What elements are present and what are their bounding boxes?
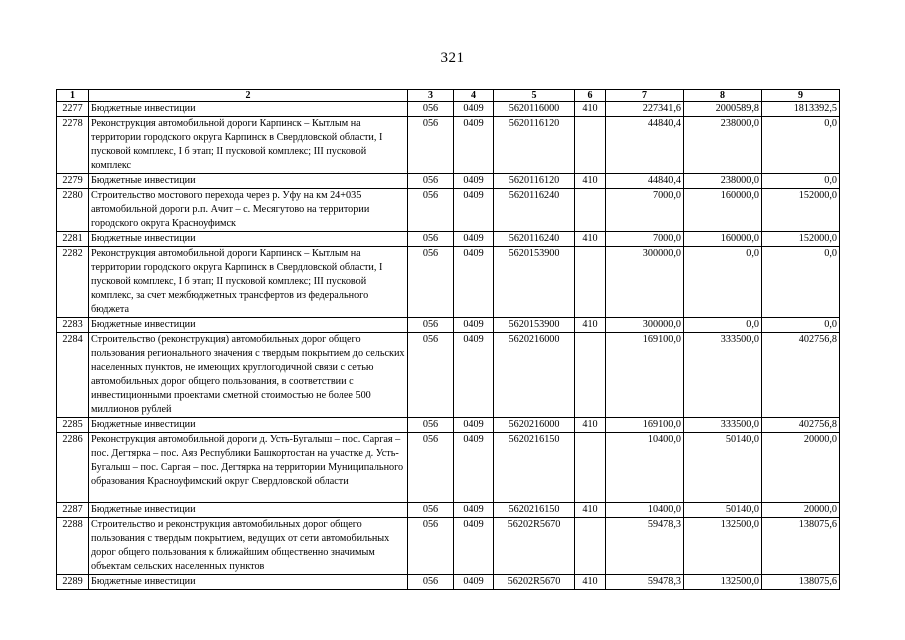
table-body [57, 102, 840, 590]
expense-type-code [575, 117, 606, 174]
amount-col8: 50140,0 [684, 433, 762, 503]
ministry-code: 056 [408, 575, 454, 590]
table-row [57, 333, 840, 418]
amount-col8: 50140,0 [684, 503, 762, 518]
table-row [57, 232, 840, 247]
amount-col7: 169100,0 [606, 333, 684, 418]
amount-col8: 0,0 [684, 318, 762, 333]
item-name: Бюджетные инвестиции [89, 503, 408, 518]
expense-type-code: 410 [575, 102, 606, 117]
item-name: Строительство и реконструкция автомобильных дорог общего пользования с твердым покрытием, ведущих от сети автомобильных дорог общего пользования к ближайшим общественно значимым объектам сельских населенных пунктов [89, 518, 408, 575]
target-article-code: 5620216000 [494, 333, 575, 418]
item-name: Бюджетные инвестиции [89, 318, 408, 333]
item-name: Бюджетные инвестиции [89, 575, 408, 590]
item-name: Реконструкция автомобильной дороги д. Усть-Бугалыш – пос. Саргая – пос. Дегтярка – пос. Аяз Республики Башкортостан на участке д. Усть-Бугалыш – пос. Саргая – пос. Дегтярка на территории Муниципального образования Красноуфимский округ Свердловской области [89, 433, 408, 503]
ministry-code: 056 [408, 503, 454, 518]
expense-type-code: 410 [575, 503, 606, 518]
table-row [57, 102, 840, 117]
section-code: 0409 [454, 518, 494, 575]
ministry-code: 056 [408, 232, 454, 247]
row-number: 2286 [57, 433, 89, 503]
amount-col8: 333500,0 [684, 418, 762, 433]
section-code: 0409 [454, 575, 494, 590]
target-article-code: 5620153900 [494, 247, 575, 318]
amount-col7: 169100,0 [606, 418, 684, 433]
row-number: 2287 [57, 503, 89, 518]
amount-col8: 132500,0 [684, 575, 762, 590]
target-article-code: 5620116120 [494, 174, 575, 189]
expense-type-code: 410 [575, 418, 606, 433]
table-row [57, 318, 840, 333]
amount-col9: 0,0 [762, 174, 840, 189]
amount-col7: 227341,6 [606, 102, 684, 117]
item-name: Строительство мостового перехода через р. Уфу на км 24+035 автомобильной дороги р.п. Ачит – с. Месягутово на территории городского округа Красноуфимск [89, 189, 408, 232]
table-row [57, 518, 840, 575]
amount-col9: 20000,0 [762, 503, 840, 518]
amount-col8: 160000,0 [684, 232, 762, 247]
section-code: 0409 [454, 232, 494, 247]
table-row [57, 575, 840, 590]
amount-col9: 138075,6 [762, 518, 840, 575]
target-article-code: 5620216150 [494, 503, 575, 518]
amount-col9: 0,0 [762, 117, 840, 174]
amount-col9: 1813392,5 [762, 102, 840, 117]
section-code: 0409 [454, 174, 494, 189]
table-row [57, 247, 840, 318]
page-number: 321 [440, 50, 465, 66]
section-code: 0409 [454, 418, 494, 433]
column-header: 6 [575, 90, 606, 102]
ministry-code: 056 [408, 518, 454, 575]
column-header: 1 [57, 90, 89, 102]
section-code: 0409 [454, 247, 494, 318]
amount-col8: 160000,0 [684, 189, 762, 232]
amount-col7: 59478,3 [606, 518, 684, 575]
ministry-code: 056 [408, 318, 454, 333]
ministry-code: 056 [408, 117, 454, 174]
amount-col9: 152000,0 [762, 232, 840, 247]
section-code: 0409 [454, 102, 494, 117]
target-article-code: 5620216150 [494, 433, 575, 503]
section-code: 0409 [454, 318, 494, 333]
table-row [57, 117, 840, 174]
amount-col9: 152000,0 [762, 189, 840, 232]
item-name: Реконструкция автомобильной дороги Карпинск – Кытлым на территории городского округа Карпинск в Свердловской области, I пусковой комплекс, I б этап; II пусковой комплекс; III пусковой комплекс, за счет межбюджетных трансфертов из федерального бюджета [89, 247, 408, 318]
ministry-code: 056 [408, 174, 454, 189]
amount-col7: 44840,4 [606, 117, 684, 174]
expense-type-code [575, 189, 606, 232]
target-article-code: 5620153900 [494, 318, 575, 333]
column-header: 8 [684, 90, 762, 102]
item-name: Бюджетные инвестиции [89, 418, 408, 433]
section-code: 0409 [454, 117, 494, 174]
amount-col7: 300000,0 [606, 247, 684, 318]
section-code: 0409 [454, 503, 494, 518]
target-article-code: 56202R5670 [494, 518, 575, 575]
row-number: 2277 [57, 102, 89, 117]
header-row [57, 90, 840, 102]
row-number: 2279 [57, 174, 89, 189]
amount-col7: 10400,0 [606, 433, 684, 503]
table-header [57, 90, 840, 102]
amount-col8: 0,0 [684, 247, 762, 318]
row-number: 2289 [57, 575, 89, 590]
row-number: 2281 [57, 232, 89, 247]
expense-type-code: 410 [575, 174, 606, 189]
amount-col9: 0,0 [762, 318, 840, 333]
amount-col8: 238000,0 [684, 174, 762, 189]
table-row [57, 174, 840, 189]
ministry-code: 056 [408, 247, 454, 318]
row-number: 2288 [57, 518, 89, 575]
amount-col7: 44840,4 [606, 174, 684, 189]
ministry-code: 056 [408, 418, 454, 433]
expense-type-code [575, 247, 606, 318]
section-code: 0409 [454, 433, 494, 503]
expense-type-code [575, 333, 606, 418]
amount-col9: 402756,8 [762, 333, 840, 418]
amount-col8: 2000589,8 [684, 102, 762, 117]
target-article-code: 5620216000 [494, 418, 575, 433]
ministry-code: 056 [408, 102, 454, 117]
table-row [57, 189, 840, 232]
amount-col7: 300000,0 [606, 318, 684, 333]
amount-col7: 7000,0 [606, 232, 684, 247]
item-name: Бюджетные инвестиции [89, 174, 408, 189]
amount-col9: 138075,6 [762, 575, 840, 590]
amount-col8: 238000,0 [684, 117, 762, 174]
amount-col7: 10400,0 [606, 503, 684, 518]
section-code: 0409 [454, 333, 494, 418]
ministry-code: 056 [408, 333, 454, 418]
column-header: 2 [89, 90, 408, 102]
ministry-code: 056 [408, 433, 454, 503]
item-name: Реконструкция автомобильной дороги Карпинск – Кытлым на территории городского округа Карпинск в Свердловской области, I пусковой комплекс, I б этап; II пусковой комплекс; III пусковой комплекс [89, 117, 408, 174]
column-header: 5 [494, 90, 575, 102]
row-number: 2278 [57, 117, 89, 174]
column-header: 9 [762, 90, 840, 102]
row-number: 2284 [57, 333, 89, 418]
expense-type-code [575, 433, 606, 503]
item-name: Бюджетные инвестиции [89, 102, 408, 117]
budget-table [56, 89, 840, 590]
amount-col9: 0,0 [762, 247, 840, 318]
target-article-code: 5620116120 [494, 117, 575, 174]
column-header: 7 [606, 90, 684, 102]
amount-col8: 333500,0 [684, 333, 762, 418]
ministry-code: 056 [408, 189, 454, 232]
row-number: 2285 [57, 418, 89, 433]
column-header: 4 [454, 90, 494, 102]
expense-type-code: 410 [575, 232, 606, 247]
target-article-code: 5620116000 [494, 102, 575, 117]
amount-col9: 20000,0 [762, 433, 840, 503]
column-header: 3 [408, 90, 454, 102]
expense-type-code [575, 518, 606, 575]
target-article-code: 5620116240 [494, 189, 575, 232]
table-row [57, 503, 840, 518]
item-name: Бюджетные инвестиции [89, 232, 408, 247]
row-number: 2282 [57, 247, 89, 318]
expense-type-code: 410 [575, 318, 606, 333]
amount-col8: 132500,0 [684, 518, 762, 575]
target-article-code: 56202R5670 [494, 575, 575, 590]
table-row [57, 433, 840, 503]
item-name: Строительство (реконструкция) автомобильных дорог общего пользования регионального значения с твердым покрытием до сельских населенных пунктов, не имеющих круглогодичной связи с сетью автомобильных дорог общего пользования, в соответствии с инвестиционными проектами сметной стоимостью не более 500 миллионов рублей [89, 333, 408, 418]
amount-col7: 7000,0 [606, 189, 684, 232]
row-number: 2283 [57, 318, 89, 333]
row-number: 2280 [57, 189, 89, 232]
target-article-code: 5620116240 [494, 232, 575, 247]
expense-type-code: 410 [575, 575, 606, 590]
amount-col7: 59478,3 [606, 575, 684, 590]
table-row [57, 418, 840, 433]
section-code: 0409 [454, 189, 494, 232]
amount-col9: 402756,8 [762, 418, 840, 433]
